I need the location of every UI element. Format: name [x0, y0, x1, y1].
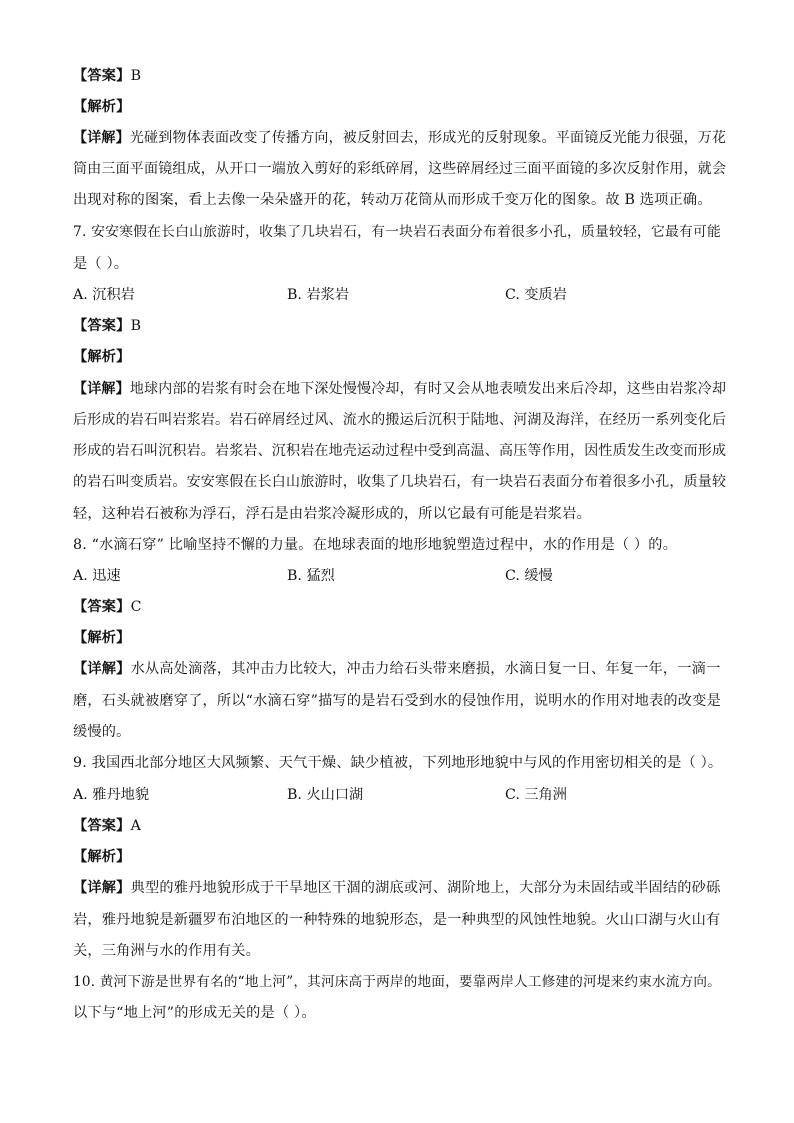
answer-label: 【答案】 — [73, 599, 131, 615]
option-b-q9: B. 火山口湖 — [287, 787, 364, 803]
option-a-q7: A. 沉积岩 — [73, 287, 135, 303]
question-stem-q10-1: 10. 黄河下游是世界有名的“地上河”，其河床高于两岸的地面，要靠两岸人工修建的河堤来约束水流方向。 — [73, 974, 721, 990]
answer-line-q6 — [73, 67, 141, 85]
detail-line-q7-3: 形成的岩石叫沉积岩。岩浆岩、沉积岩在地壳运动过程中受到高温、高压等作用，因性质发生改变而形成 — [73, 443, 727, 459]
analysis-label-q8: 【解析】 — [73, 630, 131, 646]
detail-line-q7-4: 的岩石叫变质岩。安安寒假在长白山旅游时，收集了几块岩石，有一块岩石表面分布着很多小孔，质量较 — [73, 474, 727, 490]
question-stem-q8: 8. “水滴石穿” 比喻坚持不懈的力量。在地球表面的地形地貌塑造过程中，水的作用是（ ）的。 — [73, 537, 678, 553]
answer-value: B — [130, 68, 142, 84]
answer-value: A — [130, 818, 142, 834]
detail-line-q6-3: 出现对称的图案，看上去像一朵朵盛开的花，转动万花筒从而形成千变万化的图象。故 B 选项正确。 — [73, 192, 712, 208]
option-c-q9: C. 三角洲 — [505, 787, 567, 803]
answer-label: 【答案】 — [73, 318, 131, 334]
detail-text: 光碰到物体表面改变了传播方向，被反射回去，形成光的反射现象。平面镜反光能力很强，万花 — [129, 130, 727, 146]
answer-value: C — [130, 599, 142, 615]
option-a-q9: A. 雅丹地貌 — [73, 787, 150, 803]
detail-line-q7-1 — [73, 380, 726, 398]
analysis-label-q6: 【解析】 — [73, 99, 131, 115]
option-b-q8: B. 猛烈 — [287, 568, 335, 584]
detail-text: 地球内部的岩浆有时会在地下深处慢慢冷却，有时又会从地表喷发出来后冷却，这些由岩浆冷却 — [129, 381, 727, 397]
detail-label: 【详解】 — [73, 381, 130, 397]
detail-line-q8-2: 磨，石头就被磨穿了，所以“水滴石穿”描写的是岩石受到水的侵蚀作用，说明水的作用对地表的改变是 — [73, 693, 721, 709]
detail-line-q9-2: 岩，雅丹地貌是新疆罗布泊地区的一种特殊的地貌形态，是一种典型的风蚀性地貌。火山口湖与火山有 — [73, 912, 721, 928]
detail-label: 【详解】 — [73, 130, 130, 146]
analysis-label-q7: 【解析】 — [73, 349, 131, 365]
detail-text: 典型的雅丹地貌形成于干旱地区干涸的湖底或河、湖阶地上，大部分为未固结或半固结的砂砾 — [130, 880, 721, 896]
analysis-label-q9: 【解析】 — [73, 849, 131, 865]
answer-label: 【答案】 — [73, 68, 131, 84]
detail-label: 【详解】 — [73, 880, 131, 896]
option-b-q7: B. 岩浆岩 — [287, 287, 350, 303]
detail-line-q6-2: 筒由三面平面镜组成，从开口一端放入剪好的彩纸碎屑，这些碎屑经过三面平面镜的多次反射作用，就会 — [73, 161, 727, 177]
answer-line-q8 — [73, 598, 142, 616]
option-c-q8: C. 缓慢 — [505, 568, 553, 584]
answer-line-q9 — [73, 817, 141, 835]
detail-line-q8-1 — [73, 660, 720, 678]
detail-label: 【详解】 — [73, 661, 131, 677]
detail-line-q9-1 — [73, 879, 720, 897]
option-a-q8: A. 迅速 — [73, 568, 121, 584]
detail-line-q9-3: 关，三角洲与水的作用有关。 — [73, 943, 261, 959]
detail-line-q7-2: 后形成的岩石叫岩浆岩。岩石碎屑经过风、流水的搬运后沉积于陆地、河湖及海洋，在经历一系列变化后 — [73, 412, 727, 428]
answer-value: B — [130, 318, 142, 334]
detail-text: 水从高处滴落，其冲击力比较大，冲击力给石头带来磨损，水滴日复一日、年复一年，一滴一 — [130, 661, 721, 677]
detail-line-q7-5: 轻，这种岩石被称为浮石，浮石是由岩浆冷凝形成的，所以它最有可能是岩浆岩。 — [73, 506, 591, 522]
detail-line-q8-3: 缓慢的。 — [73, 724, 131, 740]
option-c-q7: C. 变质岩 — [505, 287, 567, 303]
answer-label: 【答案】 — [73, 818, 131, 834]
question-stem-q7-1: 7. 安安寒假在长白山旅游时，收集了几块岩石，有一块岩石表面分布着很多小孔，质量较轻，它最有可能 — [73, 224, 722, 240]
question-stem-q10-2: 以下与“地上河”的形成无关的是（ ）。 — [73, 1005, 316, 1021]
answer-line-q7 — [73, 317, 141, 335]
detail-line-q6-1 — [73, 129, 726, 147]
question-stem-q9: 9. 我国西北部分地区大风频繁、天气干燥、缺少植被，下列地形地貌中与风的作用密切相关的是（ ）。 — [73, 755, 723, 771]
question-stem-q7-2: 是（ ）。 — [73, 256, 129, 272]
